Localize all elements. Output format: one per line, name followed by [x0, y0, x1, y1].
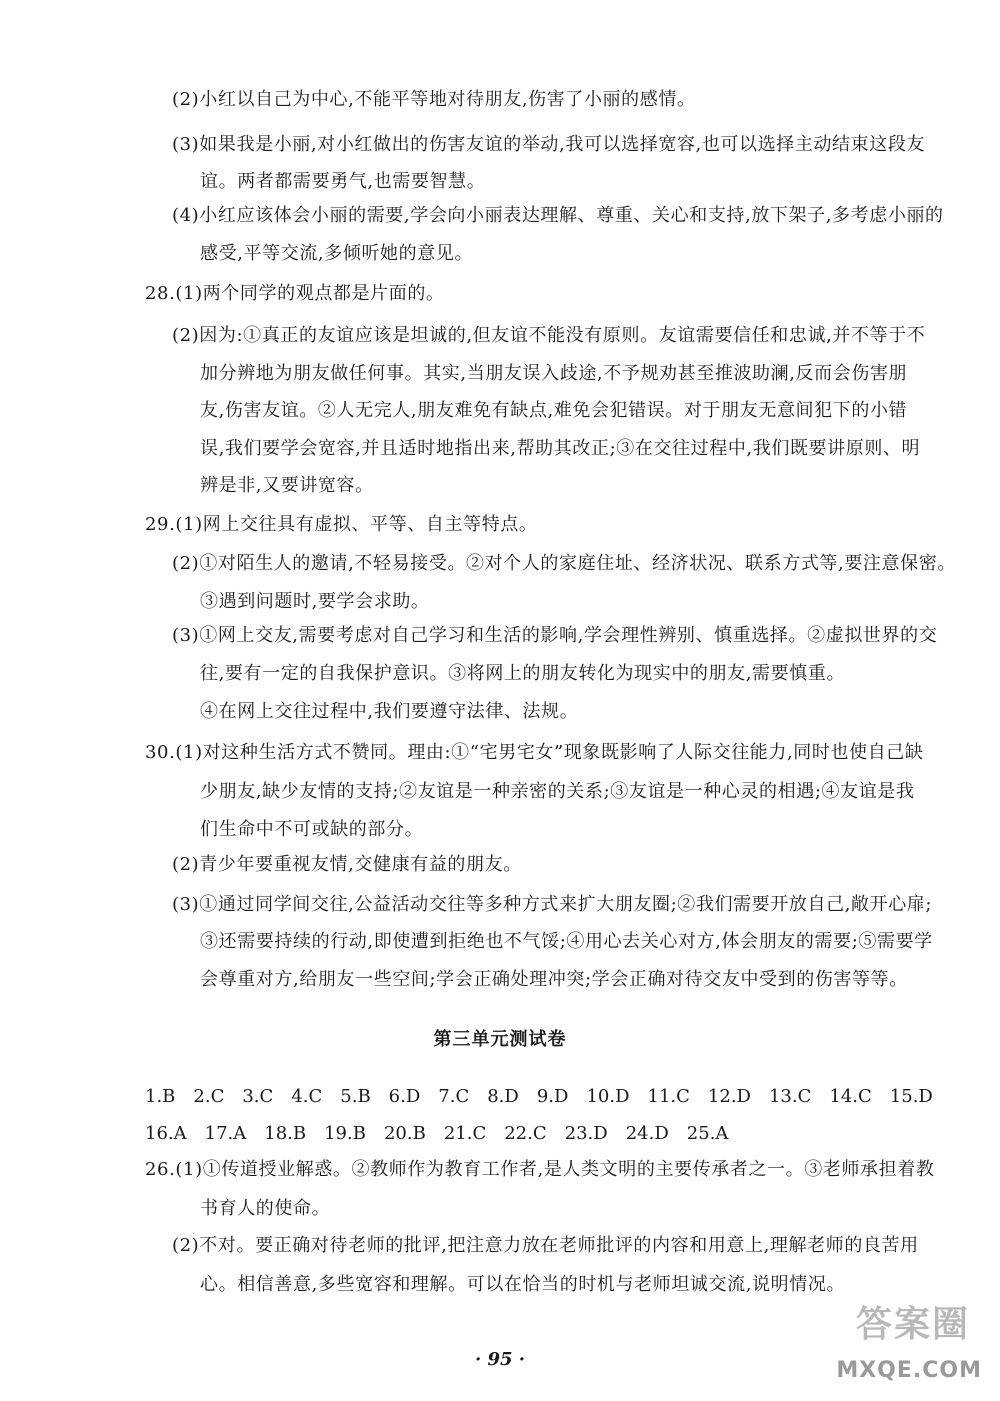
- answer-line: (3)①通过同学间交往,公益活动交往等多种方式来扩大朋友圈;②我们需要开放自己,敞开心扉;: [172, 894, 933, 915]
- question-28-line: 28.(1)两个同学的观点都是片面的。: [145, 283, 445, 304]
- mc-answer: 9.D: [536, 1086, 569, 1107]
- answer-line: (2)小红以自己为中心,不能平等地对待朋友,伤害了小丽的感情。: [172, 89, 696, 110]
- mc-answer: 23.D: [564, 1123, 608, 1144]
- answer-line: (3)如果我是小丽,对小红做出的伤害友谊的举动,我可以选择宽容,也可以选择主动结束这段友: [172, 134, 926, 155]
- mc-answer: 16.A: [145, 1123, 187, 1144]
- mc-answer: 22.C: [504, 1123, 547, 1144]
- mc-answer: 13.C: [768, 1086, 812, 1107]
- answer-line: 会尊重对方,给朋友一些空间;学会正确处理冲突;学会正确对待交友中受到的伤害等等。: [200, 969, 908, 990]
- answer-line: 们生命中不可或缺的部分。: [200, 819, 424, 840]
- mc-answer: 6.D: [388, 1086, 421, 1107]
- answer-line: 辨是非,又要讲宽容。: [200, 475, 374, 496]
- answer-line: (2)因为:①真正的友谊应该是坦诚的,但友谊不能没有原则。友谊需要信任和忠诚,并不等于不: [172, 325, 926, 346]
- answer-line: 感受,平等交流,多倾听她的意见。: [200, 243, 474, 264]
- mc-answer: 14.C: [829, 1086, 872, 1107]
- answer-line: (4)小红应该体会小丽的需要,学会向小丽表达理解、尊重、关心和支持,放下架子,多考虑小丽的: [172, 205, 944, 226]
- mc-answer: 21.C: [443, 1123, 487, 1144]
- answer-line: 友,伤害友谊。②人无完人,朋友难免有缺点,难免会犯错误。对于朋友无意间犯下的小错: [200, 400, 908, 421]
- mc-answer: 11.C: [647, 1086, 690, 1107]
- mc-answer: 2.C: [193, 1086, 225, 1107]
- answer-line: ③遇到问题时,要学会求助。: [200, 591, 430, 612]
- mc-answer: 12.D: [707, 1086, 751, 1107]
- mc-answer: 15.D: [889, 1086, 933, 1107]
- answer-line: (3)①网上交友,需要考虑对自己学习和生活的影响,学会理性辨别、慎重选择。②虚拟世界的交: [172, 625, 938, 646]
- answer-row-1: [145, 1085, 951, 1109]
- mc-answer: 8.D: [487, 1086, 519, 1107]
- answer-line: (2)青少年要重视友情,交健康有益的朋友。: [172, 854, 522, 875]
- answer-line: (2)不对。要正确对待老师的批评,把注意力放在老师批评的内容和用意上,理解老师的良苦用: [172, 1235, 919, 1256]
- answer-line: 书育人的使命。: [200, 1198, 331, 1219]
- mc-answer: 7.C: [438, 1086, 470, 1107]
- watermark-logo: [782, 1296, 982, 1391]
- answer-row-2: [145, 1122, 746, 1146]
- mc-answer: 3.C: [242, 1086, 274, 1107]
- answer-line: 往,要有一定的自我保护意识。③将网上的朋友转化为现实中的朋友,需要慎重。: [200, 663, 846, 684]
- mc-answer: 24.D: [625, 1123, 669, 1144]
- answer-line: 加分辨地为朋友做任何事。其实,当朋友误入歧途,不予规劝甚至推波助澜,反而会伤害朋: [200, 363, 908, 384]
- question-29-line: 29.(1)网上交往具有虚拟、平等、自主等特点。: [145, 514, 538, 535]
- mc-answer: 19.B: [324, 1123, 366, 1144]
- answer-line: (2)①对陌生人的邀请,不轻易接受。②对个人的家庭住址、经济状况、联系方式等,要注意保密。: [172, 553, 956, 574]
- mc-answer: 5.B: [340, 1086, 371, 1107]
- mc-answer: 25.A: [686, 1123, 729, 1144]
- answer-line: 谊。两者都需要勇气,也需要智慧。: [200, 171, 486, 192]
- mc-answer: 17.A: [204, 1123, 247, 1144]
- mc-answer: 4.C: [291, 1086, 323, 1107]
- question-30-line: 30.(1)对这种生活方式不赞同。理由:①“宅男宅女”现象既影响了人际交往能力,同时也使自己缺: [145, 742, 924, 763]
- section-title: 第三单元测试卷: [433, 1029, 567, 1050]
- answer-line: 心。相信善意,多些宽容和理解。可以在恰当的时机与老师坦诚交流,说明情况。: [200, 1274, 846, 1295]
- watermark-url: MXQE.COM: [836, 1358, 982, 1383]
- page-number: · 95 ·: [474, 1349, 526, 1370]
- mc-answer: 1.B: [145, 1086, 176, 1107]
- answer-line: ③还需要持续的行动,即使遭到拒绝也不气馁;④用心去关心对方,体会朋友的需要;⑤需要学: [200, 931, 933, 952]
- answer-line: 误,我们要学会宽容,并且适时地指出来,帮助其改正;③在交往过程中,我们既要讲原则、明: [200, 438, 921, 459]
- answer-line: 少朋友,缺少友情的支持;②友谊是一种亲密的关系;③友谊是一种心灵的相遇;④友谊是我: [200, 781, 915, 802]
- mc-answer: 20.B: [383, 1123, 426, 1144]
- watermark-cn: 答案圈: [855, 1304, 970, 1345]
- mc-answer: 10.D: [586, 1086, 630, 1107]
- question-26-line: 26.(1)①传道授业解惑。②教师作为教育工作者,是人类文明的主要传承者之一。③老师承担着教: [145, 1159, 935, 1180]
- mc-answer: 18.B: [264, 1123, 307, 1144]
- answer-line: ④在网上交往过程中,我们要遵守法律、法规。: [200, 701, 579, 722]
